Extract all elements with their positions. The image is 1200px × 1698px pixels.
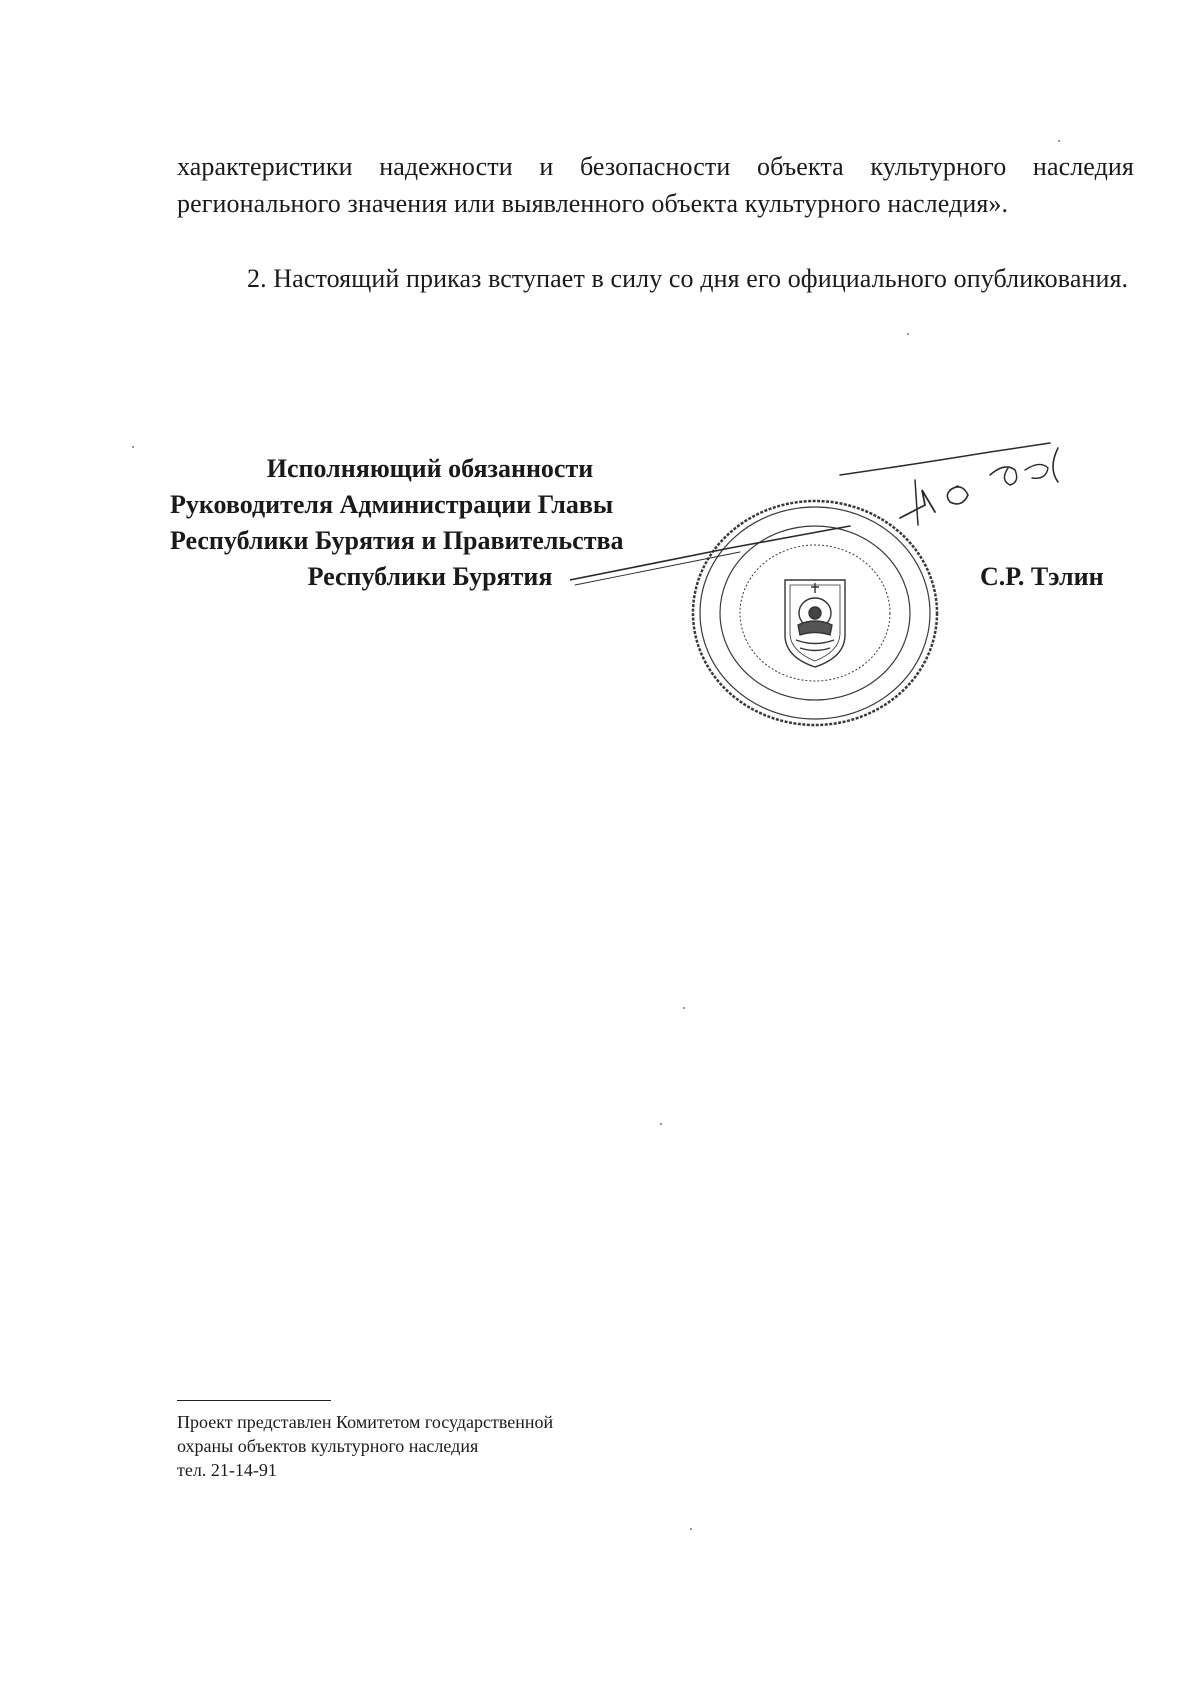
scan-speck [690, 1528, 692, 1530]
footnote-line-1: Проект представлен Комитетом государственной [177, 1412, 554, 1432]
footnote [177, 1410, 553, 1482]
signatory-position-line-2: Руководителя Администрации Главы [170, 490, 614, 519]
signatory-position-line-4: Республики Бурятия [307, 562, 553, 591]
scan-speck [907, 333, 909, 335]
handwritten-signature [570, 440, 1110, 640]
footnote-line-3: тел. 21-14-91 [177, 1460, 277, 1480]
signatory-name: С.Р. Тэлин [980, 562, 1104, 591]
footnote-divider [177, 1400, 331, 1401]
scan-speck [660, 1123, 662, 1125]
scan-speck [683, 1007, 685, 1009]
signatory-position-line-1: Исполняющий обязанности [266, 454, 594, 483]
scan-speck [1058, 140, 1060, 142]
scan-speck [132, 446, 134, 448]
footnote-line-2: охраны объектов культурного наследия [177, 1436, 479, 1456]
signatory-position-line-3: Республики Бурятия и Правительства [170, 526, 624, 555]
body-paragraph-2: 2. Настоящий приказ вступает в силу со дня его официального опубликования. [247, 264, 1129, 293]
body-paragraph-1: характеристики надежности и безопасности объекта культурного наследия регионального значения или выявленного объекта культурного наследия». [177, 152, 1134, 218]
